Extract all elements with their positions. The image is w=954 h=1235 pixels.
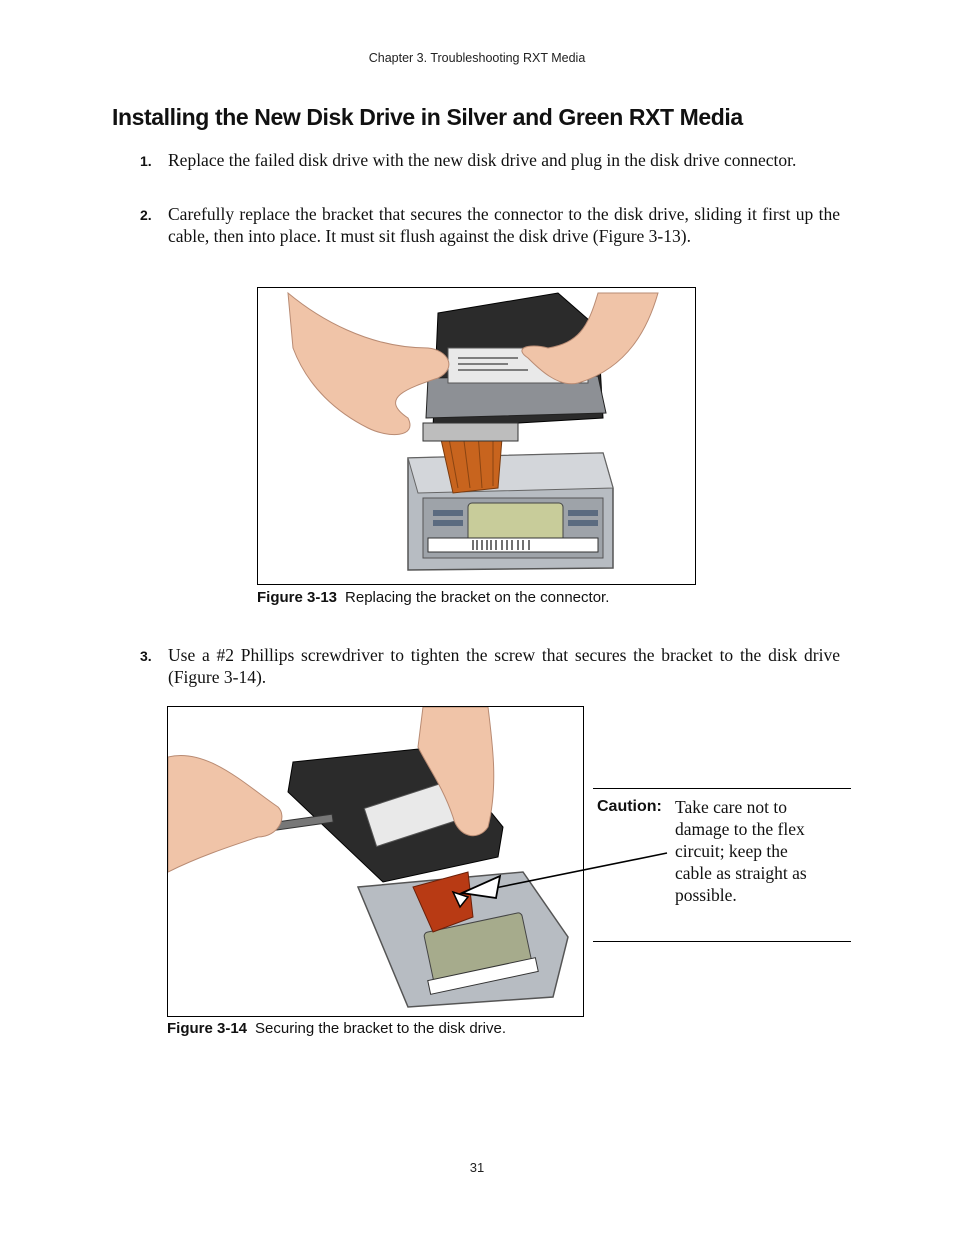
figure-3-14-photo [167, 706, 584, 1017]
caution-callout [593, 788, 851, 942]
step-text: Replace the failed disk drive with the new disk drive and plug in the disk drive connector. [168, 150, 797, 170]
figure-caption-text: Replacing the bracket on the connector. [345, 589, 610, 606]
section-heading: Installing the New Disk Drive in Silver and Green RXT Media [112, 104, 743, 130]
figure-label: Figure 3-14 [167, 1020, 248, 1037]
figure-label: Figure 3-13 [257, 589, 338, 606]
step-text: Carefully replace the bracket that secures the connector to the disk drive, sliding it first up the cable, then into place. It must sit flush against the disk drive (Figure 3-13). [168, 204, 840, 246]
figure-3-14-caption [167, 1020, 506, 1037]
step-2 [140, 203, 840, 247]
disk-drive-bracket-illustration [258, 288, 695, 584]
step-3 [140, 644, 840, 688]
caution-text: Take care not to damage to the flex circuit; keep the cable as straight as possible. [675, 797, 807, 905]
step-text: Use a #2 Phillips screwdriver to tighten the screw that secures the bracket to the disk drive (Figure 3-14). [168, 645, 840, 687]
step-1 [140, 149, 840, 171]
running-header: Chapter 3. Troubleshooting RXT Media [368, 51, 586, 65]
step-number: 1. [140, 153, 152, 169]
caution-label: Caution: [597, 798, 662, 815]
screwdriver-securing-illustration [168, 707, 583, 1016]
step-number: 3. [140, 648, 152, 664]
figure-caption-text: Securing the bracket to the disk drive. [255, 1020, 506, 1037]
step-number: 2. [140, 207, 152, 223]
figure-3-13-photo [257, 287, 696, 585]
figure-3-13-caption [257, 589, 609, 606]
page-number: 31 [469, 1160, 485, 1175]
